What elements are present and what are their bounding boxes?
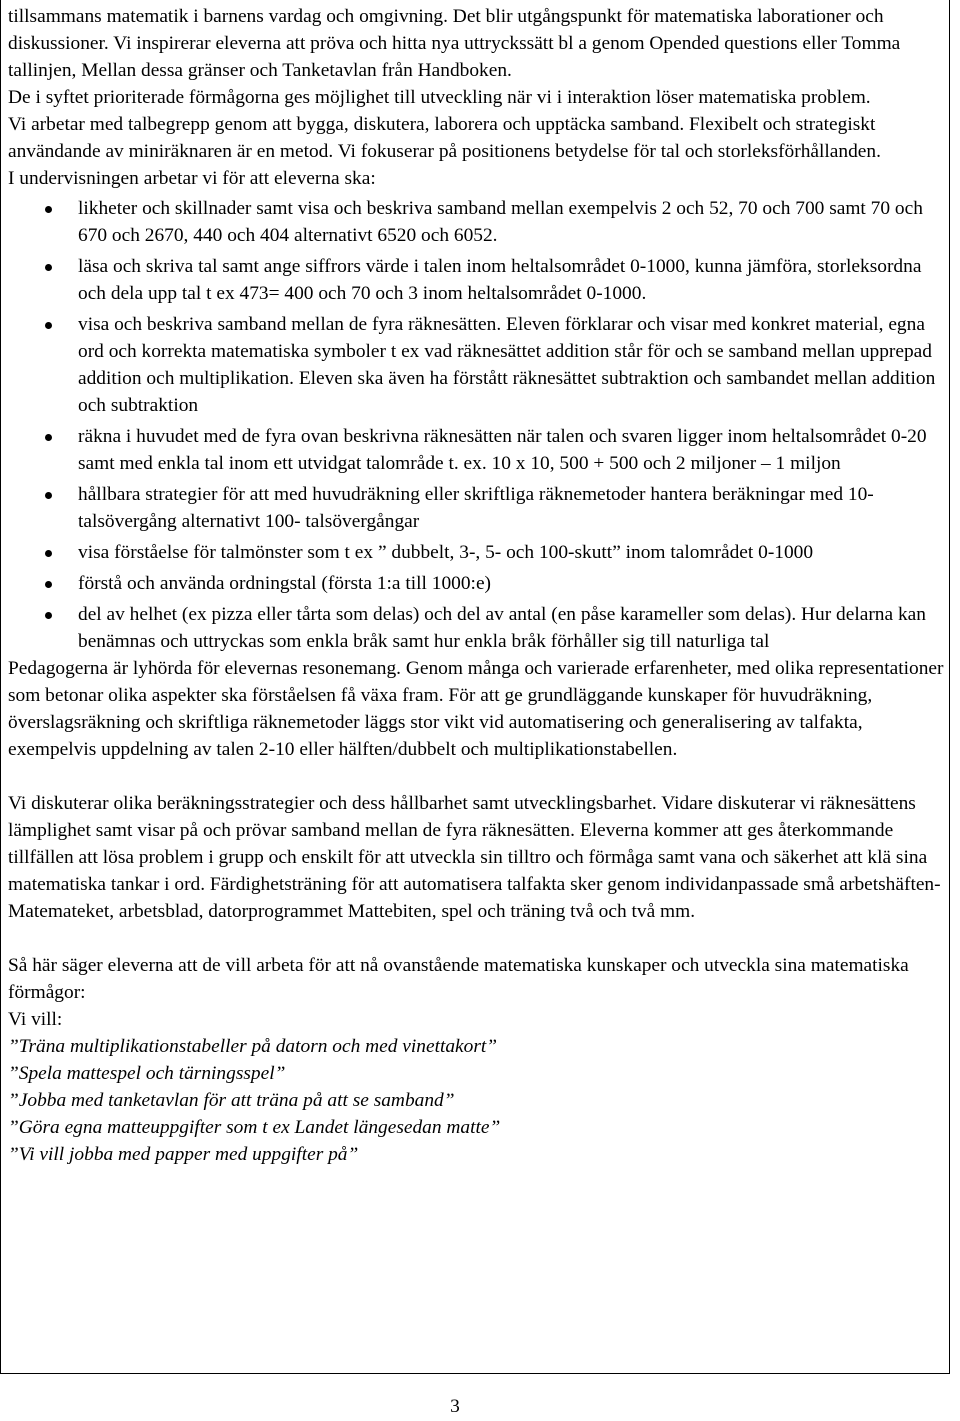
bullet-icon (45, 612, 52, 619)
teaching-goals-list (8, 195, 944, 655)
list-item-text: förstå och använda ordningstal (första 1:a till 1000:e) (78, 573, 492, 594)
bullet-icon (45, 550, 52, 557)
student-quote: ”Träna multiplikationstabeller på datorn och med vinettakort” (8, 1036, 498, 1057)
bullet-icon (45, 264, 52, 271)
abilities-paragraph: De i syftet prioriterade förmågorna ges möjlighet till utveckling när vi i interaktion löser matematiska problem. (8, 87, 871, 108)
list-item-text: visa och beskriva samband mellan de fyra räknesätten. Eleven förklarar och visar med konkret material, egna ord och korrekta matematiska symboler t ex vad räknesättet addition står för och se samband mellan upprepad addition och multiplikation. Eleven ska även ha förstått räknesättet subtraktion och sambandet mellan addition och subtraktion (78, 314, 936, 416)
student-quote: ”Göra egna matteuppgifter som t ex Landet längesedan matte” (8, 1117, 501, 1138)
bullet-icon (45, 581, 52, 588)
list-item (8, 423, 944, 477)
list-item (8, 570, 944, 597)
list-item-text: läsa och skriva tal samt ange siffrors värde i talen inom heltalsområdet 0-1000, kunna jämföra, storleksordna och dela upp tal t ex 473= 400 och 70 och 3 inom heltalsområdet 0-1000. (78, 256, 922, 304)
bullet-icon (45, 206, 52, 213)
bullet-icon (45, 434, 52, 441)
pedagogy-paragraph: Pedagogerna är lyhörda för elevernas resonemang. Genom många och varierade erfarenheter, med olika representationer som betonar olika aspekter ska förståelsen få växa fram. För att ge grundläggande kunskaper för huvudräkning, överslagsräkning och skriftliga räknemetoder läggs stor vikt vid automatisering och generalisering av talfakta, exempelvis uppdelning av talen 2-10 eller hälften/dubbelt och multiplikationstabellen. (8, 658, 944, 760)
students-paragraph: Så här säger eleverna att de vill arbeta för att nå ovanstående matematiska kunskaper och utveckla sina matematiska förmågor: (8, 955, 909, 1003)
list-item (8, 195, 944, 249)
document-body (8, 3, 944, 1168)
list-item (8, 311, 944, 419)
list-item-text: del av helhet (ex pizza eller tårta som delas) och del av antal (en påse karameller som delas). Hur delarna kan benämnas och uttryckas som enkla bråk samt hur enkla bråk förhåller sig till naturliga tal (78, 604, 926, 652)
we-want-label: Vi vill: (8, 1009, 63, 1030)
number-concept-paragraph: Vi arbetar med talbegrepp genom att bygga, diskutera, laborera och upptäcka samband. Flexibelt och strategiskt användande av miniräknaren är en metod. Vi fokuserar på positionens betydelse för tal och storleksförhållanden. (8, 114, 881, 162)
student-quote: ”Jobba med tanketavlan för att träna på att se samband” (8, 1090, 455, 1111)
list-item-text: likheter och skillnader samt visa och beskriva samband mellan exempelvis 2 och 52, 70 och 700 samt 70 och 670 och 2670, 440 och 404 alternativt 6520 och 6052. (78, 198, 923, 246)
list-item-text: visa förståelse för talmönster som t ex ” dubbelt, 3-, 5- och 100-skutt” inom talområdet 0-1000 (78, 542, 814, 563)
list-item (8, 601, 944, 655)
page-number: 3 (450, 1396, 460, 1417)
paragraph-spacer (8, 925, 944, 952)
list-item (8, 539, 944, 566)
student-quote: ”Vi vill jobba med papper med uppgifter på” (8, 1144, 359, 1165)
intro-paragraph: tillsammans matematik i barnens vardag och omgivning. Det blir utgångspunkt för matematiska laborationer och diskussioner. Vi inspirerar eleverna att pröva och hitta nya uttryckssätt bl a genom Opended questions eller Tomma tallinjen, Mellan dessa gränser och Tanketavlan från Handboken. (8, 6, 901, 81)
list-item-text: hållbara strategier för att med huvudräkning eller skriftliga räknemetoder hantera beräkningar med 10-talsövergång alternativt 100- talsövergångar (78, 484, 874, 532)
teaching-goals-intro: I undervisningen arbetar vi för att eleverna ska: (8, 168, 376, 189)
strategies-paragraph: Vi diskuterar olika beräkningsstrategier och dess hållbarhet samt utvecklingsbarhet. Vidare diskuterar vi räknesättens lämplighet samt visar på och prövar samband mellan de fyra räknesätten. Eleverna kommer att ges återkommande tillfällen att lösa problem i grupp och enskilt för att utveckla sin tilltro och förmåga samt vana och säkerhet att klä sina matematiska tankar i ord. Färdighetsträning för att automatisera talfakta sker genom individanpassade små arbetshäften- Matemateket, arbetsblad, datorprogrammet Mattebiten, spel och träning två och två mm. (8, 793, 941, 922)
list-item (8, 481, 944, 535)
student-quote: ”Spela mattespel och tärningsspel” (8, 1063, 286, 1084)
bullet-icon (45, 492, 52, 499)
bullet-icon (45, 322, 52, 329)
list-item-text: räkna i huvudet med de fyra ovan beskrivna räknesätten när talen och svaren ligger inom heltalsområdet 0-20 samt med enkla tal inom ett utvidgat talområde t. ex. 10 x 10, 500 + 500 och 2 miljoner – 1 miljon (78, 426, 927, 474)
list-item (8, 253, 944, 307)
paragraph-spacer (8, 763, 944, 790)
